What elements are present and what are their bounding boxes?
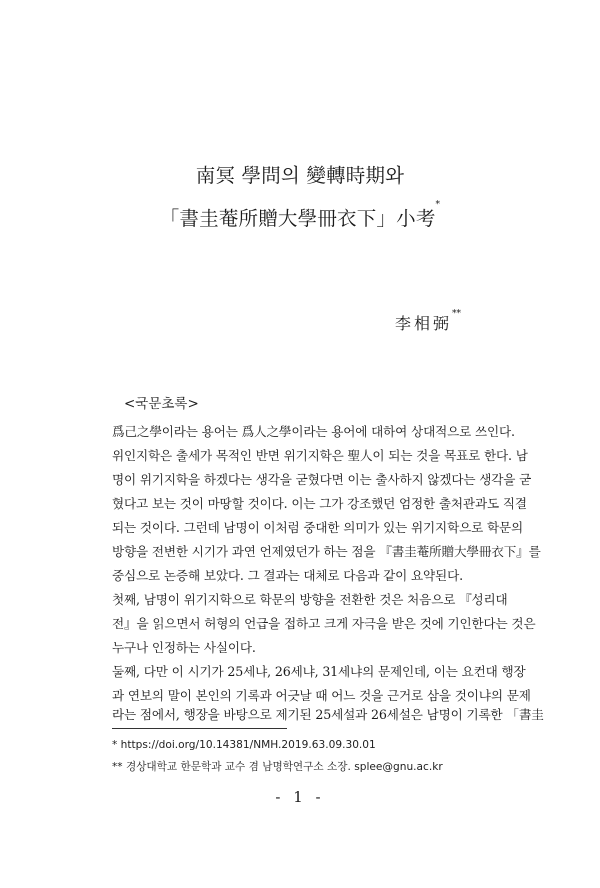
abstract-line: 爲己之學이라는 용어는 爲人之學이라는 용어에 대하여 상대적으로 쓰인다. bbox=[112, 424, 515, 439]
title-line-2-text: 「書圭菴所贈大學冊衣下」小考 bbox=[159, 207, 436, 230]
abstract-line: 첫째, 남명이 위기지학으로 학문의 방향을 전환한 것은 처음으로 『성리대 bbox=[112, 592, 508, 607]
abstract-line: 누구나 인정하는 사실이다. bbox=[112, 640, 256, 655]
title-footnote-mark: * bbox=[435, 200, 441, 210]
abstract-heading: <국문초록> bbox=[124, 396, 199, 412]
footnote-doi: * https://doi.org/10.14381/NMH.2019.63.09.30.01 bbox=[112, 739, 376, 751]
footnote-divider bbox=[112, 728, 287, 729]
abstract-line: 과 연보의 말이 본인의 기록과 어긋날 때 어느 것을 근거로 삼을 것이냐의 문제 bbox=[112, 688, 531, 703]
footnote-author-affiliation: ** 경상대학교 한문학과 교수 겸 남명학연구소 소장. splee@gnu.ac.kr bbox=[112, 761, 443, 773]
page-number: - 1 - bbox=[275, 788, 325, 806]
abstract-line: 혔다고 보는 것이 마땅할 것이다. 이는 그가 강조했던 엄정한 출처관과도 직결 bbox=[112, 496, 527, 511]
author-name: 李相弼 bbox=[395, 314, 453, 333]
abstract-line: 전』을 읽으면서 허형의 언급을 접하고 크게 자극을 받은 것에 기인한다는 것은 bbox=[112, 616, 536, 631]
abstract-line: 둘째, 다만 이 시기가 25세냐, 26세냐, 31세냐의 문제인데, 이는 요컨대 행장 bbox=[112, 664, 526, 679]
abstract-line: 명이 위기지학을 하겠다는 생각을 굳혔다면 이는 출사하지 않겠다는 생각을 굳 bbox=[112, 472, 532, 487]
abstract-line: 위인지학은 출세가 목적인 반면 위기지학은 聖人이 되는 것을 목표로 한다. 남 bbox=[112, 448, 528, 463]
title-line-1: 南冥 學問의 變轉時期와 bbox=[195, 164, 405, 187]
abstract-line: 중심으로 논증해 보았다. 그 결과는 대체로 다음과 같이 요약된다. bbox=[112, 568, 463, 583]
abstract-line: 되는 것이다. 그런데 남명이 이처럼 중대한 의미가 있는 위기지학으로 학문의 bbox=[112, 520, 524, 535]
abstract-line: 방향을 전변한 시기가 과연 언제였던가 하는 점을 『書圭菴所贈大學冊衣下』를 bbox=[112, 544, 541, 559]
author bbox=[395, 311, 461, 334]
abstract-line: 라는 점에서, 행장을 바탕으로 제기된 25세설과 26세설은 남명이 기록한 「書圭 bbox=[112, 707, 544, 722]
author-footnote-mark: ** bbox=[452, 309, 462, 319]
title-line-2 bbox=[0, 200, 600, 231]
